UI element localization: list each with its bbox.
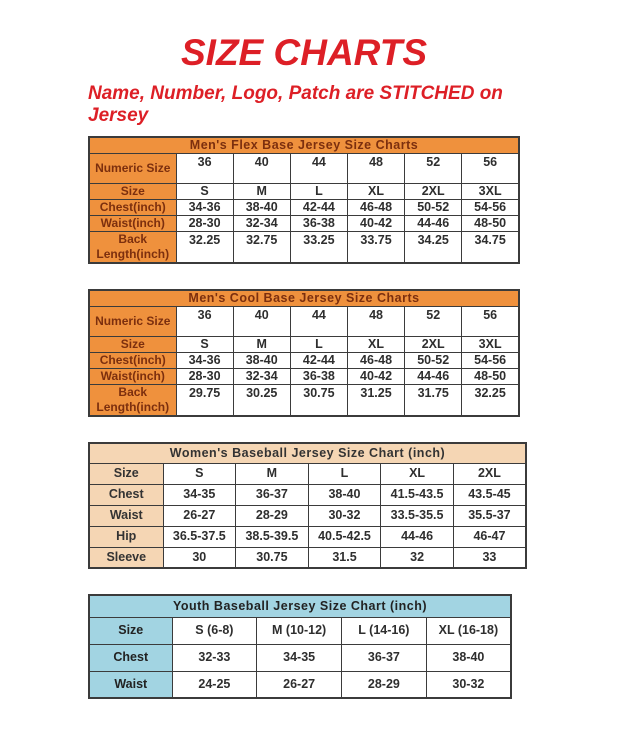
- size-cell: 32.25: [176, 232, 233, 264]
- size-cell: 50-52: [405, 200, 462, 216]
- row-label: Chest: [89, 484, 163, 505]
- size-cell: 44: [290, 307, 347, 337]
- size-cell: 28-29: [342, 671, 427, 698]
- table-title: Youth Baseball Jersey Size Chart (inch): [89, 595, 511, 617]
- size-cell: 48: [347, 154, 404, 184]
- size-cell: 33.5-35.5: [381, 505, 454, 526]
- size-cell: 3XL: [462, 184, 519, 200]
- size-cell: 2XL: [405, 184, 462, 200]
- size-cell: 32.75: [233, 232, 290, 264]
- size-cell: 29.75: [176, 385, 233, 417]
- size-cell: S (6-8): [172, 617, 257, 644]
- size-cell: 38-40: [308, 484, 381, 505]
- size-cell: 36.5-37.5: [163, 526, 236, 547]
- table-title: Women's Baseball Jersey Size Chart (inch): [89, 443, 526, 463]
- row-label: Size: [89, 184, 176, 200]
- size-cell: 34.75: [462, 232, 519, 264]
- size-cell: M: [233, 337, 290, 353]
- size-cell: 38.5-39.5: [236, 526, 309, 547]
- size-cell: M: [236, 463, 309, 484]
- size-cell: 32: [381, 547, 454, 568]
- size-cell: 26-27: [257, 671, 342, 698]
- size-cell: 28-29: [236, 505, 309, 526]
- size-cell: 33.25: [290, 232, 347, 264]
- size-cell: 33.75: [347, 232, 404, 264]
- size-cell: 38-40: [426, 644, 511, 671]
- size-cell: 54-56: [462, 200, 519, 216]
- table-row: [89, 547, 526, 568]
- table-row: [89, 505, 526, 526]
- size-cell: 46-48: [347, 353, 404, 369]
- tables-container: [88, 136, 638, 699]
- row-label: Chest(inch): [89, 353, 176, 369]
- size-cell: 36-38: [290, 369, 347, 385]
- size-cell: 44-46: [405, 369, 462, 385]
- size-cell: 24-25: [172, 671, 257, 698]
- size-cell: 32-33: [172, 644, 257, 671]
- table-row: [89, 353, 519, 369]
- size-cell: 36: [176, 307, 233, 337]
- size-cell: S: [176, 184, 233, 200]
- table-row: [89, 671, 511, 698]
- table-row: [89, 232, 519, 264]
- size-cell: 34.25: [405, 232, 462, 264]
- row-label: Sleeve: [89, 547, 163, 568]
- table-row: [89, 184, 519, 200]
- size-cell: M (10-12): [257, 617, 342, 644]
- table-row: [89, 369, 519, 385]
- size-cell: 30.75: [290, 385, 347, 417]
- size-cell: 44-46: [381, 526, 454, 547]
- size-cell: 32-34: [233, 369, 290, 385]
- size-cell: XL: [347, 337, 404, 353]
- row-label: Waist(inch): [89, 369, 176, 385]
- size-cell: 36-38: [290, 216, 347, 232]
- row-label: Waist: [89, 671, 172, 698]
- table-row: [89, 307, 519, 337]
- size-cell: XL: [381, 463, 454, 484]
- row-label: Chest(inch): [89, 200, 176, 216]
- table-row: [89, 337, 519, 353]
- size-cell: 30.25: [233, 385, 290, 417]
- size-cell: 30-32: [308, 505, 381, 526]
- row-label: Numeric Size: [89, 154, 176, 184]
- size-cell: 44: [290, 154, 347, 184]
- size-cell: 31.25: [347, 385, 404, 417]
- size-cell: 32.25: [462, 385, 519, 417]
- size-cell: 28-30: [176, 369, 233, 385]
- size-cell: 40: [233, 154, 290, 184]
- table-row: [89, 154, 519, 184]
- size-cell: 40-42: [347, 369, 404, 385]
- size-cell: S: [163, 463, 236, 484]
- size-cell: 41.5-43.5: [381, 484, 454, 505]
- size-cell: 42-44: [290, 200, 347, 216]
- size-cell: 52: [405, 307, 462, 337]
- size-cell: 44-46: [405, 216, 462, 232]
- size-cell: 50-52: [405, 353, 462, 369]
- size-cell: 38-40: [233, 200, 290, 216]
- size-cell: 34-35: [257, 644, 342, 671]
- size-cell: 32-34: [233, 216, 290, 232]
- row-label: Size: [89, 617, 172, 644]
- table-row: [89, 463, 526, 484]
- size-cell: 28-30: [176, 216, 233, 232]
- size-cell: 34-36: [176, 353, 233, 369]
- size-cell: 30-32: [426, 671, 511, 698]
- size-cell: 54-56: [462, 353, 519, 369]
- size-cell: 30.75: [236, 547, 309, 568]
- size-cell: 56: [462, 307, 519, 337]
- table-row: [89, 617, 511, 644]
- row-label: Chest: [89, 644, 172, 671]
- size-cell: 48-50: [462, 216, 519, 232]
- size-cell: L (14-16): [342, 617, 427, 644]
- size-cell: 30: [163, 547, 236, 568]
- size-cell: L: [290, 184, 347, 200]
- size-cell: 52: [405, 154, 462, 184]
- size-cell: 26-27: [163, 505, 236, 526]
- size-table-mens-cool-base: [88, 289, 520, 417]
- size-cell: 56: [462, 154, 519, 184]
- size-cell: 40: [233, 307, 290, 337]
- table-row: [89, 526, 526, 547]
- size-cell: 36-37: [236, 484, 309, 505]
- size-cell: 2XL: [405, 337, 462, 353]
- size-cell: 36: [176, 154, 233, 184]
- row-label: Back Length(inch): [89, 385, 176, 417]
- size-cell: L: [290, 337, 347, 353]
- table-title: Men's Flex Base Jersey Size Charts: [89, 137, 519, 154]
- row-label: Numeric Size: [89, 307, 176, 337]
- size-cell: XL: [347, 184, 404, 200]
- size-cell: 48-50: [462, 369, 519, 385]
- size-cell: 31.75: [405, 385, 462, 417]
- size-cell: 34-36: [176, 200, 233, 216]
- size-cell: 3XL: [462, 337, 519, 353]
- table-row: [89, 644, 511, 671]
- size-cell: 33: [453, 547, 526, 568]
- size-cell: S: [176, 337, 233, 353]
- size-cell: L: [308, 463, 381, 484]
- size-table-mens-flex-base: [88, 136, 520, 264]
- size-cell: 31.5: [308, 547, 381, 568]
- table-row: [89, 216, 519, 232]
- row-label: Size: [89, 337, 176, 353]
- table-row: [89, 484, 526, 505]
- size-cell: 46-47: [453, 526, 526, 547]
- size-cell: 38-40: [233, 353, 290, 369]
- size-cell: 40.5-42.5: [308, 526, 381, 547]
- table-row: [89, 385, 519, 417]
- page-subtitle: Name, Number, Logo, Patch are STITCHED on Jersey: [88, 83, 503, 126]
- size-cell: 35.5-37: [453, 505, 526, 526]
- page-title: SIZE CHARTS: [180, 32, 427, 73]
- table-row: [89, 200, 519, 216]
- row-label: Waist: [89, 505, 163, 526]
- size-cell: XL (16-18): [426, 617, 511, 644]
- size-cell: 36-37: [342, 644, 427, 671]
- size-cell: 46-48: [347, 200, 404, 216]
- row-label: Hip: [89, 526, 163, 547]
- size-cell: 48: [347, 307, 404, 337]
- row-label: Back Length(inch): [89, 232, 176, 264]
- row-label: Size: [89, 463, 163, 484]
- size-cell: 2XL: [453, 463, 526, 484]
- size-cell: M: [233, 184, 290, 200]
- table-title: Men's Cool Base Jersey Size Charts: [89, 290, 519, 307]
- row-label: Waist(inch): [89, 216, 176, 232]
- size-cell: 43.5-45: [453, 484, 526, 505]
- size-cell: 34-35: [163, 484, 236, 505]
- size-cell: 40-42: [347, 216, 404, 232]
- size-cell: 42-44: [290, 353, 347, 369]
- size-table-womens-baseball: [88, 442, 527, 569]
- size-table-youth-baseball: [88, 594, 512, 699]
